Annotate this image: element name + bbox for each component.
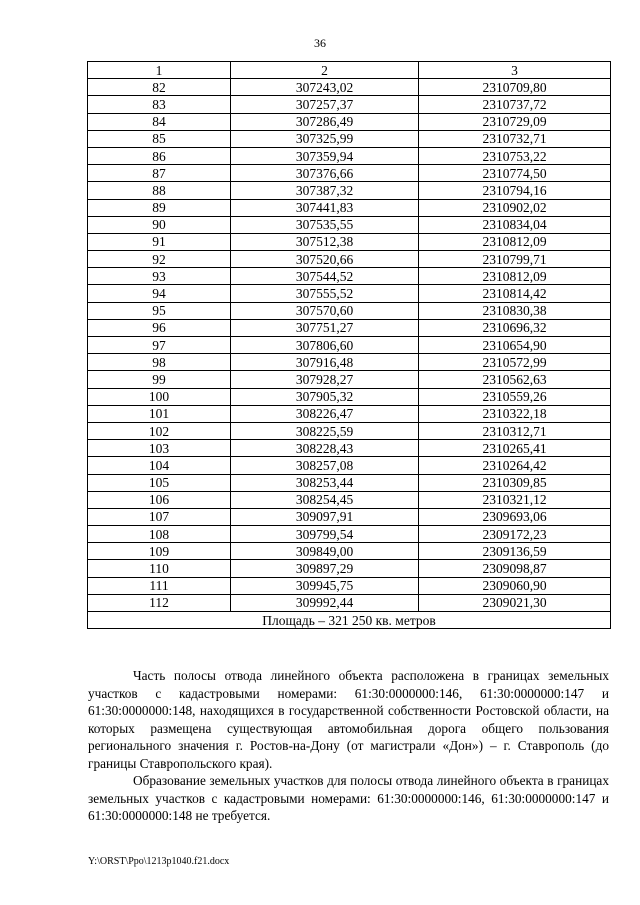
cell-y-coordinate: 2310830,38	[419, 302, 611, 319]
cell-x-coordinate: 307325,99	[231, 130, 419, 147]
table-row	[88, 216, 611, 233]
cell-y-coordinate: 2310572,99	[419, 354, 611, 371]
table-row	[88, 526, 611, 543]
cell-y-coordinate: 2310312,71	[419, 422, 611, 439]
cell-point-number: 100	[88, 388, 231, 405]
cell-point-number: 105	[88, 474, 231, 491]
cell-point-number: 104	[88, 457, 231, 474]
cell-x-coordinate: 307520,66	[231, 251, 419, 268]
paragraph-land-plots: Часть полосы отвода линейного объекта расположена в границах земельных участков с кадастровыми номерами: 61:30:0000000:146, 61:30:0000000:147 и 61:30:0000000:148, находящихся в государственной собственности Ростовской области, на которых размещена существующая автомобильная дорога общего пользования регионального значения г. Ростов-на-Дону (от магистрали «Дон») – г. Ставрополь (до границы Ставропольского края).	[88, 668, 609, 771]
cell-point-number: 90	[88, 216, 231, 233]
cell-x-coordinate: 307441,83	[231, 199, 419, 216]
table-row	[88, 560, 611, 577]
table-header-row	[88, 62, 611, 79]
table-row	[88, 577, 611, 594]
cell-x-coordinate: 308228,43	[231, 440, 419, 457]
table-row	[88, 405, 611, 422]
cell-y-coordinate: 2310812,09	[419, 268, 611, 285]
cell-y-coordinate: 2310799,71	[419, 251, 611, 268]
cell-x-coordinate: 307570,60	[231, 302, 419, 319]
table-row	[88, 96, 611, 113]
table-row	[88, 440, 611, 457]
cell-y-coordinate: 2310902,02	[419, 199, 611, 216]
cell-y-coordinate: 2310709,80	[419, 79, 611, 96]
cell-y-coordinate: 2310753,22	[419, 147, 611, 164]
cell-x-coordinate: 308257,08	[231, 457, 419, 474]
table-row	[88, 233, 611, 250]
cell-point-number: 94	[88, 285, 231, 302]
cell-point-number: 88	[88, 182, 231, 199]
table-row	[88, 268, 611, 285]
cell-y-coordinate: 2310559,26	[419, 388, 611, 405]
cell-y-coordinate: 2309060,90	[419, 577, 611, 594]
cell-x-coordinate: 307916,48	[231, 354, 419, 371]
cell-y-coordinate: 2310265,41	[419, 440, 611, 457]
table-row	[88, 182, 611, 199]
cell-point-number: 98	[88, 354, 231, 371]
cell-y-coordinate: 2309021,30	[419, 594, 611, 611]
cell-y-coordinate: 2310696,32	[419, 319, 611, 336]
cell-x-coordinate: 307555,52	[231, 285, 419, 302]
table-area-row	[88, 612, 611, 629]
table-row	[88, 319, 611, 336]
cell-point-number: 101	[88, 405, 231, 422]
table-row	[88, 251, 611, 268]
cell-point-number: 91	[88, 233, 231, 250]
cell-x-coordinate: 307905,32	[231, 388, 419, 405]
cell-x-coordinate: 308254,45	[231, 491, 419, 508]
cell-x-coordinate: 308225,59	[231, 422, 419, 439]
cell-y-coordinate: 2309172,23	[419, 526, 611, 543]
cell-y-coordinate: 2310834,04	[419, 216, 611, 233]
cell-x-coordinate: 307376,66	[231, 165, 419, 182]
cell-x-coordinate: 307535,55	[231, 216, 419, 233]
cell-x-coordinate: 309849,00	[231, 543, 419, 560]
cell-point-number: 85	[88, 130, 231, 147]
cell-x-coordinate: 307928,27	[231, 371, 419, 388]
cell-point-number: 87	[88, 165, 231, 182]
table-row	[88, 457, 611, 474]
cell-y-coordinate: 2310654,90	[419, 337, 611, 354]
header-cell-point: 1	[88, 62, 231, 79]
cell-point-number: 110	[88, 560, 231, 577]
table-row	[88, 302, 611, 319]
table-row	[88, 543, 611, 560]
cell-x-coordinate: 307257,37	[231, 96, 419, 113]
cell-y-coordinate: 2310562,63	[419, 371, 611, 388]
cell-y-coordinate: 2310812,09	[419, 233, 611, 250]
header-cell-x: 2	[231, 62, 419, 79]
cell-point-number: 97	[88, 337, 231, 354]
cell-x-coordinate: 307243,02	[231, 79, 419, 96]
table-row	[88, 147, 611, 164]
cell-y-coordinate: 2310732,71	[419, 130, 611, 147]
cell-point-number: 86	[88, 147, 231, 164]
cell-y-coordinate: 2309136,59	[419, 543, 611, 560]
table-row	[88, 165, 611, 182]
table-row	[88, 371, 611, 388]
footer-file-path: Y:\ORST\Ppo\1213p1040.f21.docx	[88, 856, 230, 867]
cell-y-coordinate: 2309693,06	[419, 508, 611, 525]
table-row	[88, 474, 611, 491]
cell-x-coordinate: 309992,44	[231, 594, 419, 611]
cell-x-coordinate: 307286,49	[231, 113, 419, 130]
coordinates-table-body	[88, 62, 611, 629]
table-row	[88, 354, 611, 371]
cell-point-number: 107	[88, 508, 231, 525]
cell-x-coordinate: 309799,54	[231, 526, 419, 543]
cell-point-number: 102	[88, 422, 231, 439]
cell-x-coordinate: 309945,75	[231, 577, 419, 594]
cell-y-coordinate: 2310774,50	[419, 165, 611, 182]
cell-point-number: 83	[88, 96, 231, 113]
cell-y-coordinate: 2310309,85	[419, 474, 611, 491]
cell-point-number: 93	[88, 268, 231, 285]
table-row	[88, 388, 611, 405]
cell-y-coordinate: 2310737,72	[419, 96, 611, 113]
table-row	[88, 79, 611, 96]
table-row	[88, 594, 611, 611]
table-row	[88, 285, 611, 302]
cell-x-coordinate: 307387,32	[231, 182, 419, 199]
cell-y-coordinate: 2310321,12	[419, 491, 611, 508]
cell-point-number: 96	[88, 319, 231, 336]
table-row	[88, 199, 611, 216]
table-row	[88, 113, 611, 130]
table-row	[88, 422, 611, 439]
cell-x-coordinate: 307512,38	[231, 233, 419, 250]
page-number: 36	[314, 36, 326, 50]
cell-point-number: 106	[88, 491, 231, 508]
area-total-cell: Площадь – 321 250 кв. метров	[88, 612, 611, 629]
header-cell-y: 3	[419, 62, 611, 79]
table-row	[88, 491, 611, 508]
cell-x-coordinate: 307359,94	[231, 147, 419, 164]
cell-x-coordinate: 308226,47	[231, 405, 419, 422]
cell-point-number: 82	[88, 79, 231, 96]
cell-y-coordinate: 2310729,09	[419, 113, 611, 130]
cell-x-coordinate: 308253,44	[231, 474, 419, 491]
cell-point-number: 111	[88, 577, 231, 594]
cell-y-coordinate: 2310322,18	[419, 405, 611, 422]
cell-y-coordinate: 2310814,42	[419, 285, 611, 302]
cell-point-number: 108	[88, 526, 231, 543]
cell-point-number: 103	[88, 440, 231, 457]
cell-x-coordinate: 307544,52	[231, 268, 419, 285]
cell-point-number: 89	[88, 199, 231, 216]
cell-point-number: 84	[88, 113, 231, 130]
cell-point-number: 112	[88, 594, 231, 611]
cell-x-coordinate: 307751,27	[231, 319, 419, 336]
body-text	[88, 667, 609, 825]
cell-point-number: 109	[88, 543, 231, 560]
table-row	[88, 508, 611, 525]
table-row	[88, 337, 611, 354]
cell-x-coordinate: 309897,29	[231, 560, 419, 577]
cell-point-number: 92	[88, 251, 231, 268]
cell-x-coordinate: 307806,60	[231, 337, 419, 354]
cell-y-coordinate: 2309098,87	[419, 560, 611, 577]
cell-y-coordinate: 2310794,16	[419, 182, 611, 199]
cell-y-coordinate: 2310264,42	[419, 457, 611, 474]
paragraph-no-formation: Образование земельных участков для полосы отвода линейного объекта в границах земельных участков с кадастровыми номерами: 61:30:0000000:146, 61:30:0000000:147 и 61:30:0000000:148 не требуется.	[88, 773, 609, 823]
table-row	[88, 130, 611, 147]
coordinates-table	[87, 61, 611, 629]
cell-x-coordinate: 309097,91	[231, 508, 419, 525]
cell-point-number: 95	[88, 302, 231, 319]
cell-point-number: 99	[88, 371, 231, 388]
